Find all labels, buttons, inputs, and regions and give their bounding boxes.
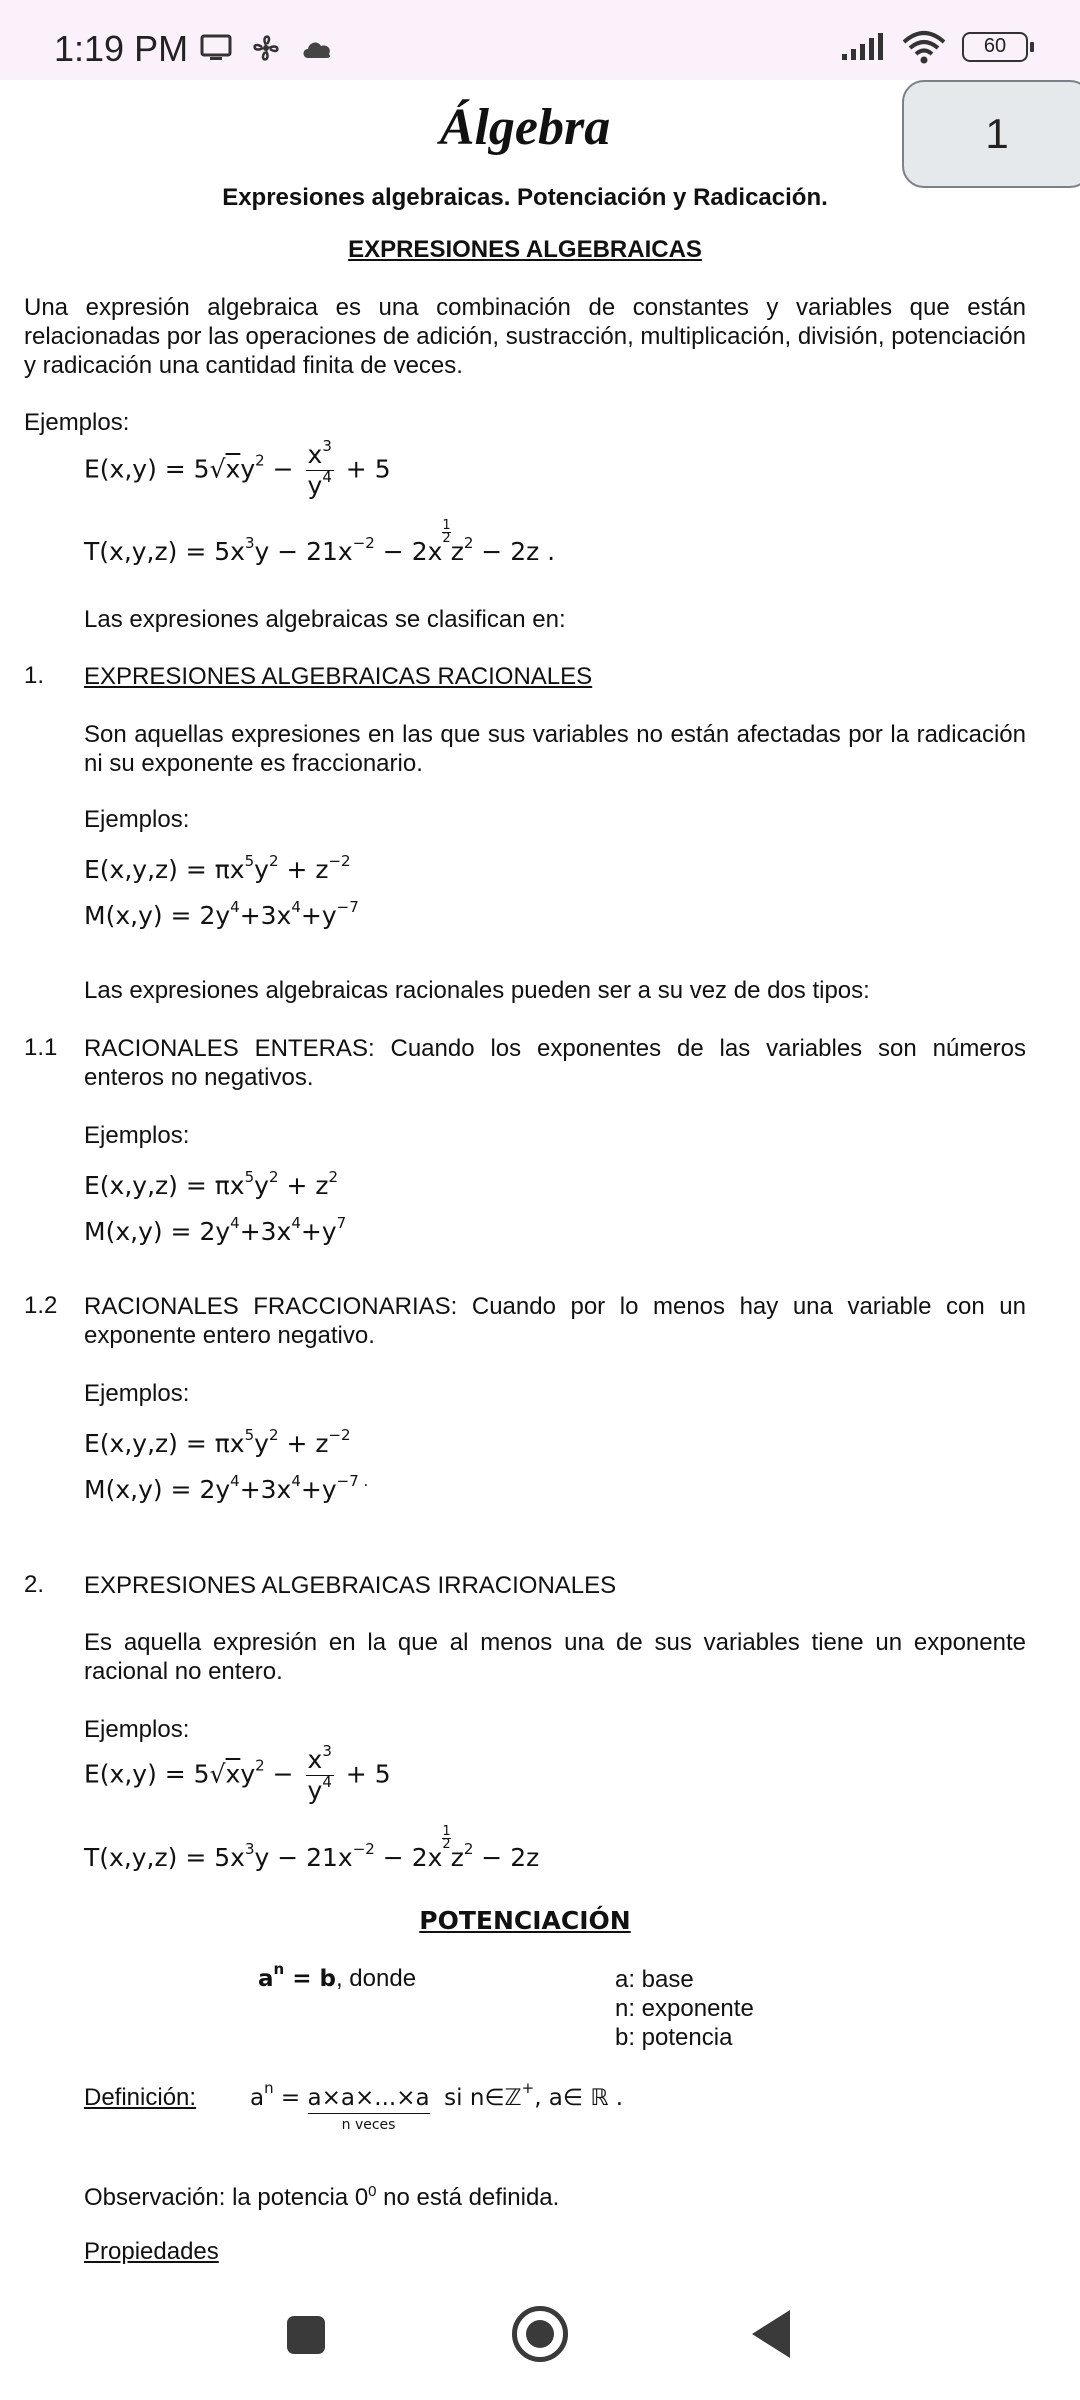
clasifican-text: Las expresiones algebraicas se clasifican en: [84,606,566,633]
signal-icon [840,32,886,62]
screen-icon [200,34,232,62]
ejemplos-label: Ejemplos: [84,806,190,833]
example-formula-m: $M(x,y) = 2y^4+3x^4+y^{-7}$ [84,898,359,930]
example-formula-m: $M(x,y) = 2y^4+3x^4+y^{-7 .}$ [84,1472,369,1504]
term-base: a: base [615,1966,694,1993]
ejemplos-label: Ejemplos: [24,409,130,436]
page-number-badge[interactable]: 1 [902,80,1080,188]
example-formula-m: $M(x,y) = 2y^4+3x^4+y^7$ [84,1214,347,1246]
ejemplos-label: Ejemplos: [84,1380,190,1407]
power-formula: $a^n = b$, donde [258,1960,417,1992]
propiedades-link: Propiedades [84,2238,219,2265]
section-2-title: EXPRESIONES ALGEBRAICAS IRRACIONALES [84,1572,617,1599]
section-1-number: 1. [24,662,45,689]
section-1-1-text: RACIONALES ENTERAS: Cuando los exponentes de las variables son números enteros no negativos. [84,1035,1026,1091]
page-title: Álgebra [439,99,611,156]
observacion-text: Observación: la potencia $0^0$ no está definida. [84,2183,560,2211]
example-formula-e: $E(x,y,z) = \pi x^5y^2 + z^2$ [84,1168,339,1200]
wifi-icon [902,30,946,64]
section-2-number: 2. [24,1571,45,1598]
section-1-2-text: RACIONALES FRACCIONARIAS: Cuando por lo menos hay una variable con un exponente entero negativo. [84,1293,1026,1349]
section-1-1-number: 1.1 [24,1034,58,1061]
battery-icon: 60 [962,32,1028,62]
example-formula-e: $E(x,y,z) = \pi x^5y^2 + z^{-2}$ [84,852,351,884]
cloud-icon [300,36,334,60]
tipos-text: Las expresiones algebraicas racionales pueden ser a su vez de dos tipos: [84,977,870,1004]
definition-formula: $a^n$ = a×a×...×a n veces si n∈ℤ+, a∈ ℝ . [250,2079,624,2133]
example-formula-e: $E(x,y) = 5√xy^2$ − $\frac{x^3}{y^4}$ + 5 [84,437,391,500]
navigation-bar [0,2280,1080,2400]
status-time: 1:19 PM [54,28,189,69]
example-formula-e: $E(x,y,z) = \pi x^5y^2 + z^{-2}$ [84,1426,351,1458]
back-button[interactable] [752,2310,790,2358]
ejemplos-label: Ejemplos: [84,1122,190,1149]
page-subtitle: Expresiones algebraicas. Potenciación y Radicación. [222,184,828,211]
example-formula-t: $T(x,y,z) = 5x^3y - 21x^{-2} - 2x$ $\frac{1}{2}$ $z^2 - 2z$ . [84,518,556,566]
definicion-label: Definición: [84,2084,197,2111]
potenciacion-heading: POTENCIACIÓN [419,1906,631,1935]
section-1-2-number: 1.2 [24,1292,58,1319]
document-page[interactable] [0,80,1080,2280]
intro-paragraph: Una expresión algebraica es una combinación de constantes y variables que están relacionadas por las operaciones de adición, sustracción, multiplicación, división, potenciación y radicación una cantidad finita de veces. [24,294,1026,379]
status-bar [0,0,1080,80]
example-formula-t: $T(x,y,z) = 5x^3y - 21x^{-2} - 2x$ $\frac{1}{2}$ $z^2 - 2z$ [84,1824,540,1872]
fan-icon [250,32,282,64]
term-potencia: b: potencia [615,2024,733,2051]
ejemplos-label: Ejemplos: [84,1716,190,1743]
recents-button[interactable] [287,2316,325,2354]
section-2-text: Es aquella expresión en la que al menos una de sus variables tiene un exponente racional no entero. [84,1629,1026,1685]
term-exponente: n: exponente [615,1995,754,2022]
home-button[interactable] [512,2306,568,2362]
section-1-text: Son aquellas expresiones en las que sus variables no están afectadas por la radicación ni su exponente es fraccionario. [84,721,1026,777]
section-1-title: EXPRESIONES ALGEBRAICAS RACIONALES [84,663,593,690]
section-heading: EXPRESIONES ALGEBRAICAS [348,236,702,263]
example-formula-e: $E(x,y) = 5√xy^2$ − $\frac{x^3}{y^4}$ + 5 [84,1742,391,1805]
